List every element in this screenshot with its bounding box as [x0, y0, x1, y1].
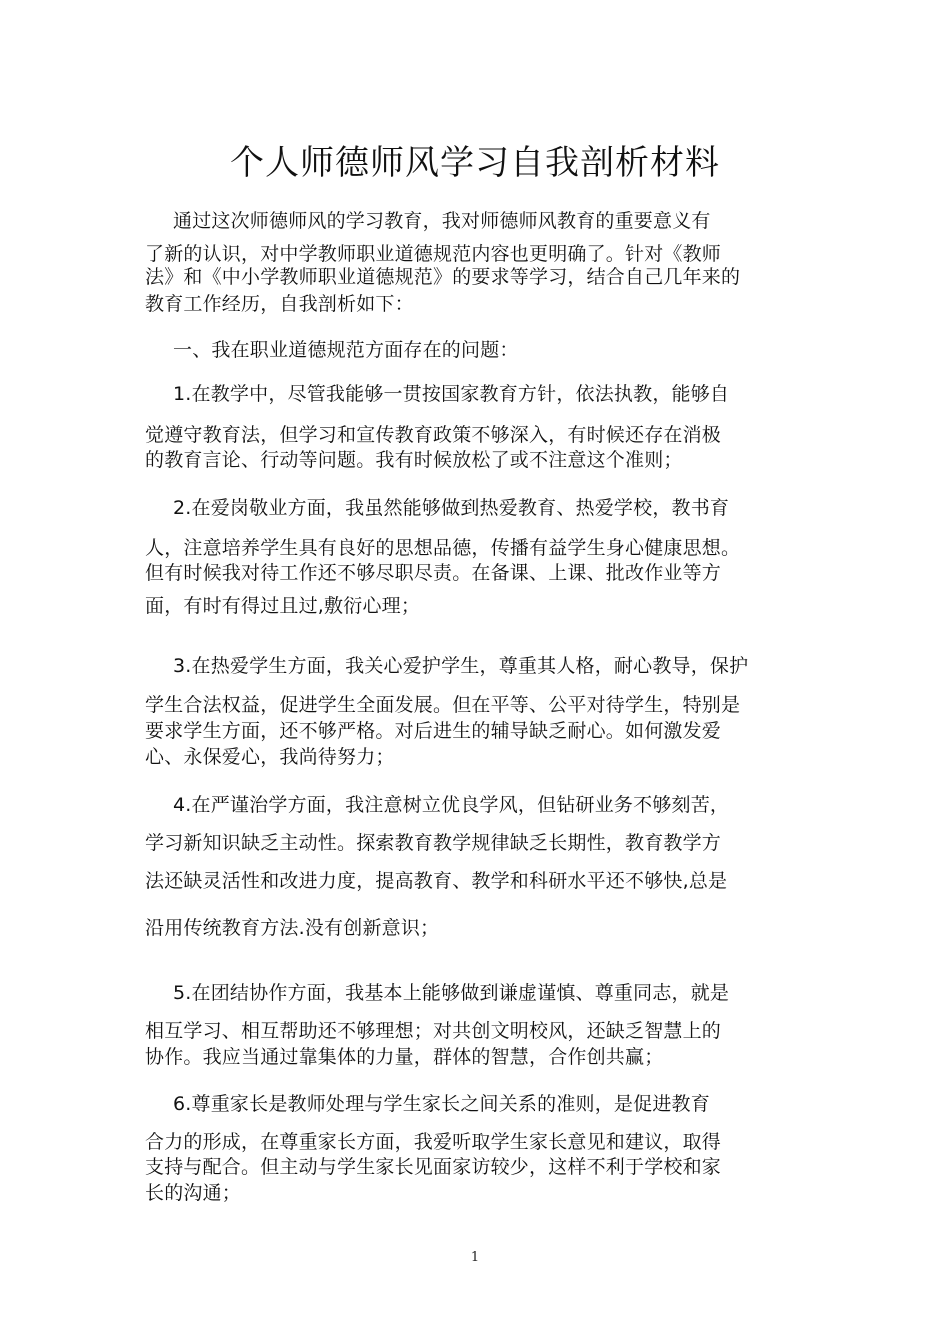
text-line: 觉遵守教育法，但学习和宣传教育政策不够深入，有时候还存在消极 [145, 424, 722, 446]
text-line: 相互学习、相互帮助还不够理想；对共创文明校风，还缺乏智慧上的 [145, 1020, 722, 1042]
paragraph-item-6 [145, 1090, 810, 1208]
section-heading [145, 336, 810, 365]
text-line: 一、我在职业道德规范方面存在的问题： [173, 339, 519, 361]
text-line: 了新的认识，对中学教师职业道德规范内容也更明确了。针对《教师 [145, 243, 722, 265]
paragraph-item-3 [145, 652, 810, 772]
text-line: 法还缺灵活性和改进力度，提高教育、教学和科研水平还不够快,总是 [145, 870, 728, 892]
text-line: 1.在教学中，尽管我能够一贯按国家教育方针，依法执教，能够自 [173, 383, 730, 405]
paragraph-intro [145, 207, 810, 319]
text-line: 的教育言论、行动等问题。我有时候放松了或不注意这个准则； [145, 449, 683, 471]
text-line: 但有时候我对待工作还不够尽职尽责。在备课、上课、批改作业等方 [145, 562, 722, 584]
paragraph-item-1 [145, 380, 810, 475]
text-line: 合力的形成，在尊重家长方面，我爱听取学生家长意见和建议，取得 [145, 1131, 722, 1153]
paragraph-item-2 [145, 494, 810, 621]
text-line: 面，有时有得过且过,敷衍心理； [145, 595, 421, 617]
text-line: 要求学生方面，还不够严格。对后进生的辅导缺乏耐心。如何激发爱 [145, 720, 722, 742]
text-line: 3.在热爱学生方面，我关心爱护学生，尊重其人格，耐心教导，保护 [173, 655, 749, 677]
text-line: 学习新知识缺乏主动性。探索教育教学规律缺乏长期性，教育教学方 [145, 832, 722, 854]
text-line: 协作。我应当通过靠集体的力量，群体的智慧，合作创共赢； [145, 1046, 664, 1068]
text-line: 法》和《中小学教师职业道德规范》的要求等学习，结合自己几年来的 [145, 266, 741, 288]
text-line: 通过这次师德师风的学习教育，我对师德师风教育的重要意义有 [173, 210, 711, 232]
page-number: 1 [470, 1250, 480, 1265]
text-line: 4.在严谨治学方面，我注意树立优良学风，但钻研业务不够刻苦， [173, 794, 730, 816]
document-title: 个人师德师风学习自我剖析材料 [230, 143, 720, 183]
text-line: 6.尊重家长是教师处理与学生家长之间关系的准则，是促进教育 [173, 1093, 710, 1115]
paragraph-item-5 [145, 979, 810, 1072]
text-line: 支持与配合。但主动与学生家长见面家访较少，这样不利于学校和家 [145, 1156, 722, 1178]
text-line: 教育工作经历，自我剖析如下： [145, 293, 414, 315]
text-line: 心、永保爱心，我尚待努力； [145, 746, 395, 768]
text-line: 沿用传统教育方法.没有创新意识； [145, 917, 440, 939]
text-line: 5.在团结协作方面，我基本上能够做到谦虚谨慎、尊重同志，就是 [173, 982, 730, 1004]
paragraph-item-4 [145, 791, 810, 943]
text-line: 2.在爱岗敬业方面，我虽然能够做到热爱教育、热爱学校，教书育 [173, 497, 730, 519]
text-line: 人，注意培养学生具有良好的思想品德，传播有益学生身心健康思想。 [145, 537, 741, 559]
text-line: 学生合法权益，促进学生全面发展。但在平等、公平对待学生，特别是 [145, 694, 741, 716]
text-line: 长的沟通； [145, 1182, 242, 1204]
